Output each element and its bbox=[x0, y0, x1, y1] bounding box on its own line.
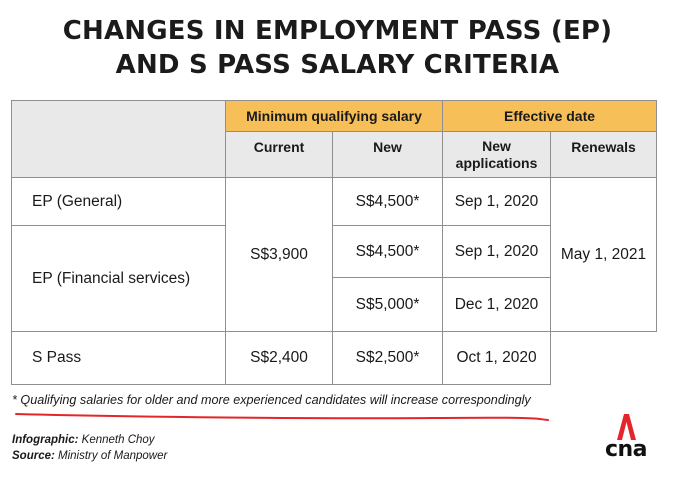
infographic-value: Kenneth Choy bbox=[81, 434, 155, 446]
renewals-date: May 1, 2021 bbox=[551, 178, 657, 332]
header-effective-date: Effective date bbox=[443, 101, 657, 132]
ep-general-new-salary: S$4,500* bbox=[333, 178, 443, 226]
header-min-salary: Minimum qualifying salary bbox=[226, 101, 443, 132]
credits bbox=[12, 432, 167, 464]
ep-financial-new-salary-b: S$5,000* bbox=[333, 278, 443, 332]
ep-financial-new-applications-date-b: Dec 1, 2020 bbox=[443, 278, 551, 332]
subheader-current: Current bbox=[226, 132, 333, 178]
ep-general-new-applications-date: Sep 1, 2020 bbox=[443, 178, 551, 226]
subheader-new-applications: New applications bbox=[443, 132, 551, 178]
s-pass-new-salary: S$2,500* bbox=[333, 332, 443, 385]
table-row bbox=[12, 178, 657, 226]
s-pass-current-salary: S$2,400 bbox=[226, 332, 333, 385]
table-row bbox=[12, 332, 657, 385]
source-value: Ministry of Manpower bbox=[58, 450, 168, 462]
salary-criteria-table bbox=[11, 100, 657, 385]
row-label-ep-financial: EP (Financial services) bbox=[12, 226, 226, 332]
cna-logo-text: cna bbox=[604, 437, 648, 462]
red-underline-mark bbox=[14, 410, 554, 424]
footnote: * Qualifying salaries for older and more experienced candidates will increase correspondingly bbox=[12, 393, 531, 407]
row-label-ep-general: EP (General) bbox=[12, 178, 226, 226]
subheader-new: New bbox=[333, 132, 443, 178]
s-pass-new-applications-date: Oct 1, 2020 bbox=[443, 332, 551, 385]
title-line-1: CHANGES IN EMPLOYMENT PASS (EP) bbox=[62, 16, 613, 46]
page-title bbox=[0, 14, 675, 82]
infographic-label: Infographic: bbox=[12, 434, 79, 446]
row-label-s-pass: S Pass bbox=[12, 332, 226, 385]
table-corner-cell bbox=[12, 101, 226, 178]
subheader-renewals: Renewals bbox=[551, 132, 657, 178]
ep-current-salary: S$3,900 bbox=[226, 178, 333, 332]
title-line-2: AND S PASS SALARY CRITERIA bbox=[115, 50, 560, 80]
source-label: Source: bbox=[12, 450, 55, 462]
ep-financial-new-applications-date-a: Sep 1, 2020 bbox=[443, 226, 551, 278]
ep-financial-new-salary-a: S$4,500* bbox=[333, 226, 443, 278]
